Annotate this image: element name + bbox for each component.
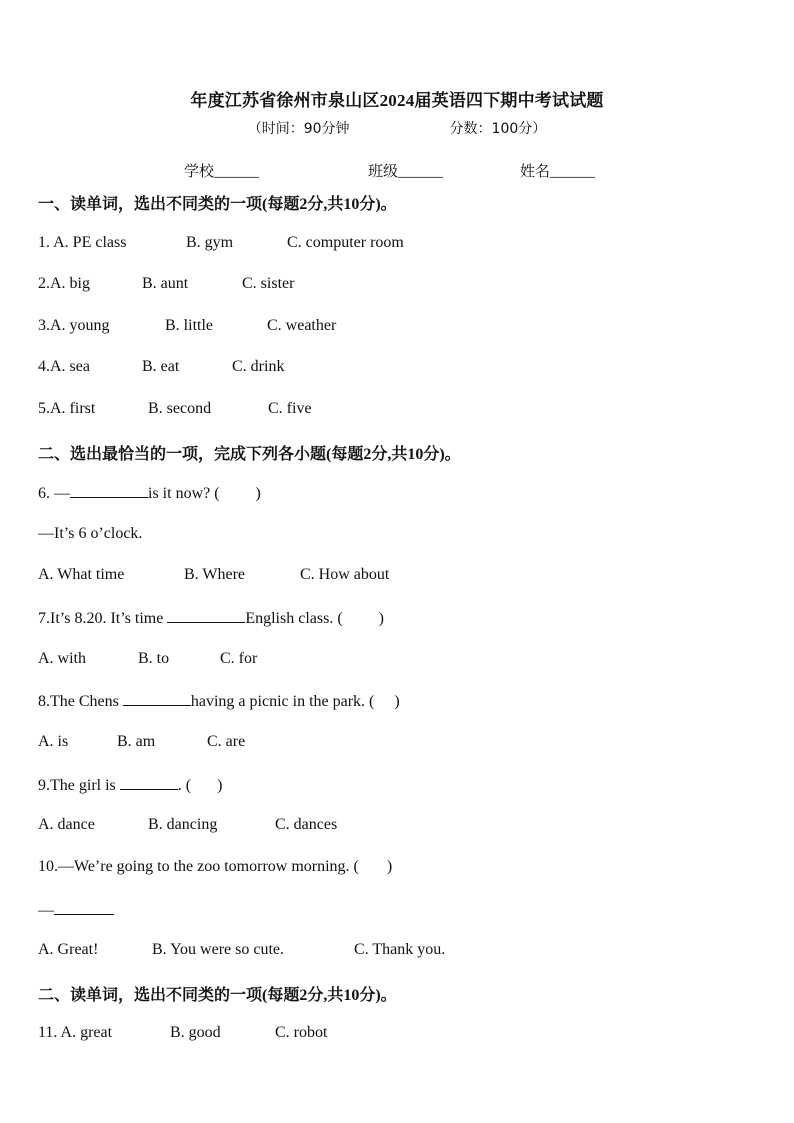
answer-blank: [167, 608, 245, 623]
question-10-reply: —: [38, 900, 114, 920]
question-10-options: A. Great! B. You were so cute. C. Thank you.: [38, 941, 446, 958]
question-6: 6. — is it now? ( ): [38, 485, 261, 502]
question-7-options: A. with B. to C. for: [38, 650, 258, 667]
question-2: 2.A. big B. aunt C. sister: [38, 275, 295, 292]
name-field: 姓名______: [520, 164, 596, 180]
section-heading-2: 二、选出最恰当的一项，完成下列各小题(每题2分,共10分)。: [38, 446, 461, 463]
question-5: 5.A. first B. second C. five: [38, 400, 312, 417]
question-10: 10.—We’re going to the zoo tomorrow morning. ( ): [38, 858, 393, 875]
answer-blank: [70, 483, 148, 498]
question-4: 4.A. sea B. eat C. drink: [38, 358, 285, 375]
section-heading-1: 一、读单词，选出不同类的一项(每题2分,共10分)。: [38, 196, 397, 213]
question-8-options: A. is B. am C. are: [38, 733, 246, 750]
question-9: 9.The girl is . ( ): [38, 777, 223, 794]
question-6-options: A. What time B. Where C. How about: [38, 566, 390, 583]
page-title: 年度江苏省徐州市泉山区2024届英语四下期中考试试题: [190, 91, 604, 110]
question-6-reply: —It’s 6 o’clock.: [38, 525, 143, 542]
school-field: 学校______: [184, 164, 260, 180]
exam-meta: [0, 118, 794, 138]
question-9-options: A. dance B. dancing C. dances: [38, 816, 338, 833]
time-limit: （时间：90分钟: [247, 121, 350, 137]
class-field: 班级______: [368, 164, 444, 180]
answer-blank: [54, 900, 114, 915]
question-7: 7.It’s 8.20. It’s time English class. ( ): [38, 610, 384, 627]
question-8: 8.The Chens having a picnic in the park. ( ): [38, 693, 400, 710]
question-11: 11. A. great B. good C. robot: [38, 1024, 328, 1041]
question-3: 3.A. young B. little C. weather: [38, 317, 337, 334]
question-1: 1. A. PE class B. gym C. computer room: [38, 234, 404, 251]
section-heading-3: 二、读单词，选出不同类的一项(每题2分,共10分)。: [38, 987, 397, 1004]
total-score: 分数：100分）: [449, 121, 547, 137]
answer-blank: [123, 691, 191, 706]
answer-blank: [120, 775, 178, 790]
